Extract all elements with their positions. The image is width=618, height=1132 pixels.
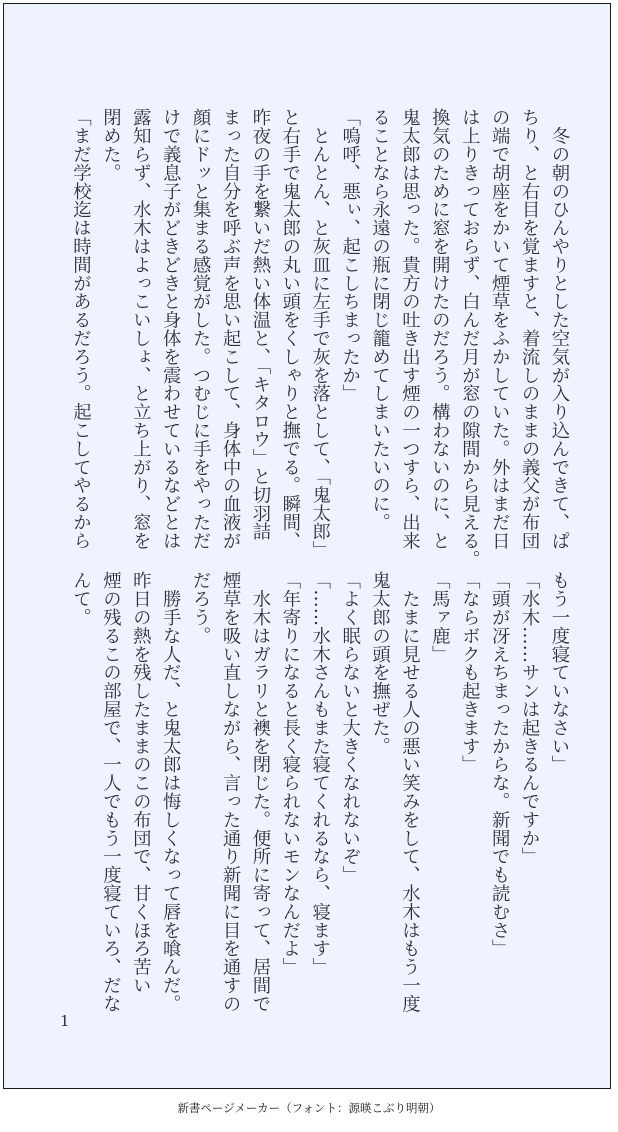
text-line: 「馬ァ鹿」 (429, 571, 451, 663)
text-line: 「……水木さんもまた寝てくれるなら、寝ます」 (309, 571, 331, 976)
text-line: 勝手な人だ、と鬼太郎は悔しくなって唇を喰んだ。 (160, 571, 182, 1013)
book-page (3, 3, 611, 1089)
text-line: 露知らず、水木はよっこいしょ、と立ち上がり、窓を (130, 108, 152, 550)
text-line: 「嗚呼、悪ぃ、起こしちまったか」 (339, 108, 361, 403)
text-column-bottom (64, 571, 574, 1011)
text-line: 昨日の熱を残したままのこの布団で、甘くほろ苦い (130, 571, 152, 995)
text-line: 煙の残るこの部屋で、一人でもう一度寝ていろ、だな (100, 571, 122, 1013)
text-line: 冬の朝のひんやりとした空気が入り込んできて、ぱ (549, 108, 570, 550)
text-column-top (64, 108, 574, 568)
text-line: 鬼太郎の頭を撫ぜた。 (369, 571, 391, 755)
text-line: けで義息子がどきどきと身体を震わせているなどとは (160, 108, 182, 550)
text-line: もう一度寝ていなさい」 (549, 571, 570, 774)
text-line: まった自分を呼ぶ声を思い起こして、身体中の血液が (220, 108, 242, 550)
text-line: ちり、と右目を覚ますと、着流しのままの義父が布団 (519, 108, 541, 550)
generator-credit: 新書ページメーカー（フォント：源暎こぶり明朝） (177, 1101, 441, 1115)
text-line: 「頭が冴えちまったからな。新聞でも読むさ」 (489, 571, 511, 958)
text-line: 閉めた。 (100, 108, 122, 182)
text-line: 鬼太郎は思った。貴方の吐き出す煙の一つすら、出来 (399, 108, 421, 550)
text-line: 「水木……サンは起きるんですか」 (519, 571, 541, 866)
text-line: たまに見せる人の悪い笑みをして、水木はもう一度 (399, 571, 421, 1013)
text-line: は上りきっておらず、白んだ月が窓の隙間から見える。 (459, 108, 481, 568)
text-line: だろう。 (190, 571, 212, 645)
text-line: 昨夜の手を繋いだ熱い体温と、「キタロウ」と切羽詰 (249, 108, 271, 541)
text-line: 「よく眠らないと大きくなれないぞ」 (339, 571, 361, 884)
text-line: とんとん、と灰皿に左手で灰を落として、「鬼太郎」 (309, 108, 331, 559)
text-line: 「年寄りになると長く寝られないモンなんだよ」 (279, 571, 301, 976)
page-number: 1 (60, 1012, 70, 1030)
text-line: 「まだ学校迄は時間があるだろう。起こしてやるから (70, 108, 92, 550)
text-line: の端で胡座をかいて煙草をふかしていた。外はまだ日 (489, 108, 511, 550)
text-line: 換気のために窓を開けたのだろう。構わないのに、と (429, 108, 451, 550)
text-line: ることなら永遠の瓶に閉じ籠めてしまいたいのに。 (369, 108, 391, 532)
text-line: 煙草を吸い直しながら、言った通り新聞に目を通すの (220, 571, 242, 1013)
text-line: 水木はガラリと襖を閉じた。便所に寄って、居間で (249, 571, 271, 1013)
text-line: んて。 (70, 571, 92, 627)
text-line: 「ならボクも起きます」 (459, 571, 481, 774)
text-line: と右手で鬼太郎の丸い頭をくしゃりと撫でる。瞬間、 (279, 108, 301, 550)
text-line: 顔にドッと集まる感覚がした。つむじに手をやっただ (190, 108, 212, 550)
